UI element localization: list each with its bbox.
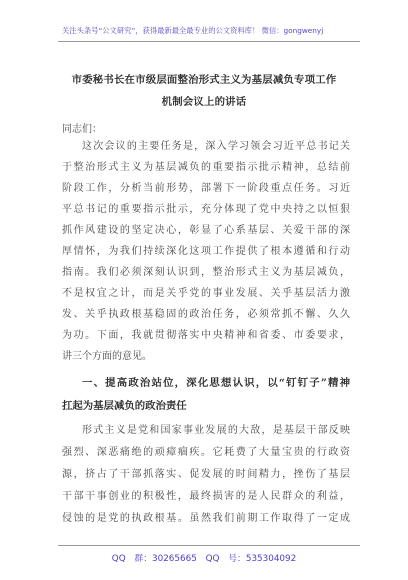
paragraph-line: 平总书记的重要指示批示，充分体现了党中央持之以恒狠 xyxy=(62,204,350,215)
footer-contact xyxy=(0,551,408,564)
paragraph-line: 这次会议的主要任务是，深入学习领会习近平总书记关 xyxy=(82,141,350,152)
header-divider xyxy=(58,41,360,42)
qq-group-label: QQ 群： xyxy=(111,554,153,564)
paragraph-line: 源，挤占了干部抓落实、促发展的时间精力，挫伤了基层 xyxy=(62,469,350,480)
section-heading-line: 扛起为基层减负的政治责任 xyxy=(62,400,187,412)
paragraph-line: 不是权宜之计，而是关乎党的事业发展、关乎基层活力激 xyxy=(62,288,350,299)
paragraph-line: 指南。我们必须深刻认识到，整治形式主义为基层减负， xyxy=(62,267,350,278)
paragraph-line: 侵蚀的是党的执政根基。虽然我们前期工作取得了一定成 xyxy=(62,513,350,524)
salutation: 同志们： xyxy=(62,124,102,135)
section-heading-line: 一、提高政治站位，深化思想认识，以“钉钉子”精神 xyxy=(82,377,350,389)
qq-number: 535304092 xyxy=(245,554,297,564)
paragraph-line: 讲三个方面的意见。 xyxy=(62,351,152,362)
footer-divider xyxy=(58,545,360,546)
paragraph-line: 干部干事创业的积极性，最终损害的是人民群众的利益， xyxy=(62,491,350,502)
paragraph-line: 形式主义是党和国家事业发展的大敌，是基层干部反映 xyxy=(82,425,350,436)
qq-label: QQ 号： xyxy=(205,554,246,564)
paragraph-line: 厚情怀，为我们持续深化这项工作提供了根本遵循和行动 xyxy=(62,246,350,257)
paragraph-line: 发、关乎执政根基稳固的政治任务，必须常抓不懈、久久 xyxy=(62,309,350,320)
header-banner: 关注头条号“公文研究”，获得最新最全最专业的公文资料库！ 微信：gongwenyj xyxy=(62,26,324,35)
document-title-line-2: 机制会议上的讲话 xyxy=(161,96,247,108)
paragraph-line: 强烈、深恶痛绝的顽瘴痼疾。它耗费了大量宝贵的行政资 xyxy=(62,447,350,458)
paragraph-line: 抓作风建设的坚定决心，彰显了心系基层、关爱干部的深 xyxy=(62,225,350,236)
qq-group-number: 30265665 xyxy=(152,554,197,564)
paragraph-line: 于整治形式主义为基层减负的重要指示批示精神，总结前 xyxy=(62,162,350,173)
document-title-line-1: 市委秘书长在市级层面整治形式主义为基层减负专项工作 xyxy=(71,74,337,86)
paragraph-line: 阶段工作，分析当前形势，部署下一阶段重点任务。习近 xyxy=(62,183,350,194)
paragraph-line: 为功。下面，我就贯彻落实中央精神和省委、市委要求， xyxy=(62,330,350,341)
